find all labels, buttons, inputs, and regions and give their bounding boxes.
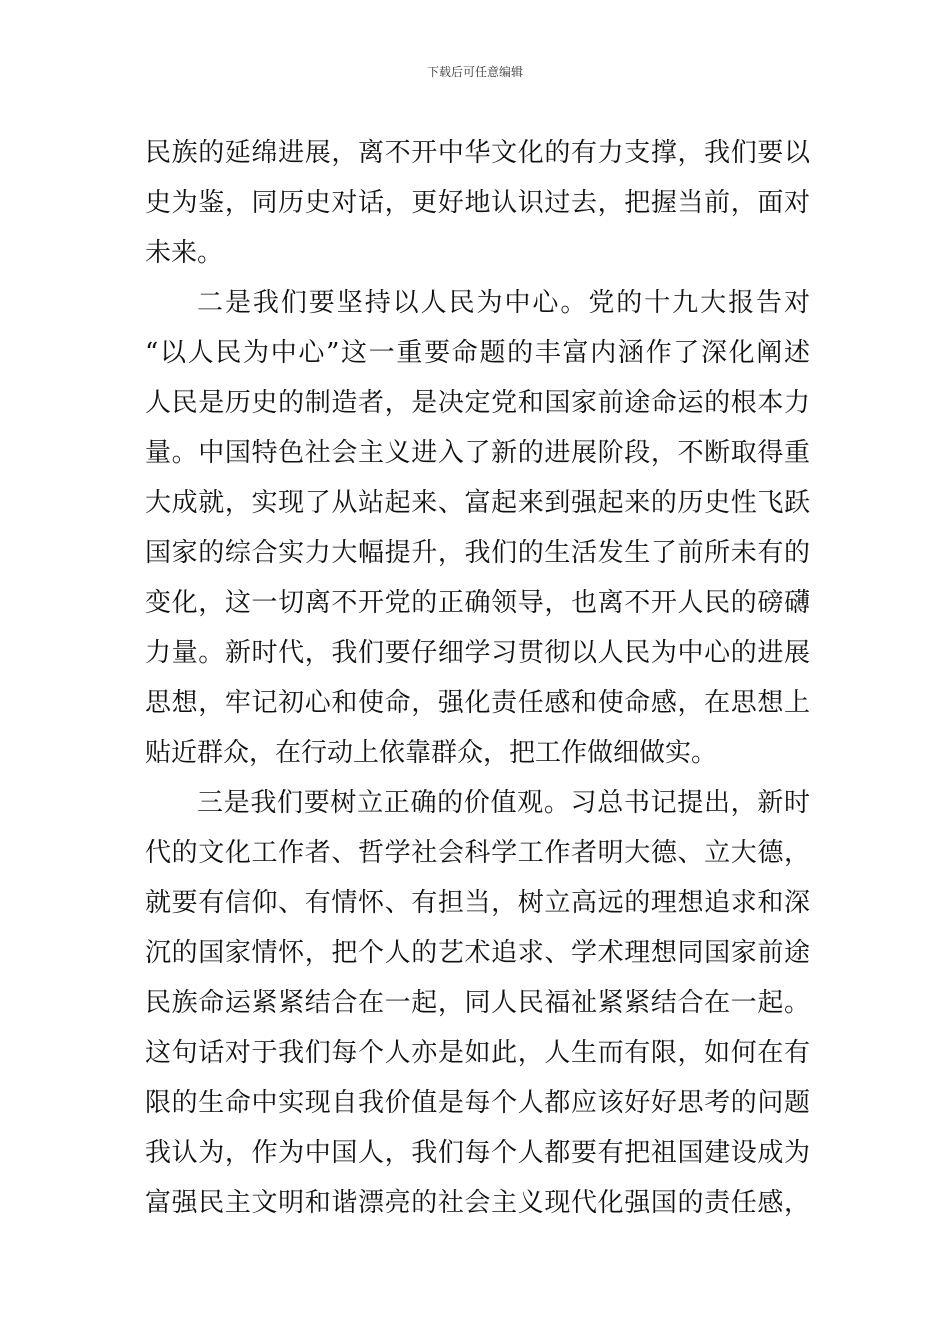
text-line: 民族命运紧紧结合在一起，同人民福祉紧紧结合在一起。 [145, 988, 810, 1018]
text-line: 沉的国家情怀，把个人的艺术追求、学术理想同国家前途 [145, 938, 810, 968]
text-line: “以人民为中心”这一重要命题的丰富内涵作了深化阐述 [145, 338, 810, 368]
text-line: 思想，牢记初心和使命，强化责任感和使命感，在思想上 [145, 688, 810, 718]
text-line: 人民是历史的制造者，是决定党和国家前途命运的根本力 [145, 388, 810, 418]
text-line: 未来。 [145, 238, 224, 268]
text-line: 我认为，作为中国人，我们每个人都要有把祖国建设成为 [145, 1138, 810, 1168]
text-line: 这句话对于我们每个人亦是如此，人生而有限，如何在有 [145, 1038, 810, 1068]
text-line: 就要有信仰、有情怀、有担当，树立高远的理想追求和深 [145, 888, 810, 918]
text-line: 国家的综合实力大幅提升，我们的生活发生了前所未有的 [145, 538, 810, 568]
text-line: 变化，这一切离不开党的正确领导，也离不开人民的磅礴 [145, 588, 810, 618]
text-line: 力量。新时代，我们要仔细学习贯彻以人民为中心的进展 [145, 638, 810, 668]
text-line: 大成就，实现了从站起来、富起来到强起来的历史性飞跃 [145, 488, 810, 518]
text-line: 民族的延绵进展，离不开中华文化的有力支撑，我们要以 [145, 138, 810, 168]
text-line: 代的文化工作者、哲学社会科学工作者明大德、立大德， [145, 838, 810, 868]
text-line: 史为鉴，同历史对话，更好地认识过去，把握当前，面对 [145, 188, 810, 218]
document-body [145, 128, 810, 1228]
text-line: 限的生命中实现自我价值是每个人都应该好好思考的问题 [145, 1088, 810, 1118]
paragraph-start-line: 二是我们要坚持以人民为中心。党的十九大报告对 [197, 288, 810, 318]
page-header-note: 下载后可任意编辑 [426, 65, 523, 79]
text-line: 量。中国特色社会主义进入了新的进展阶段，不断取得重 [145, 438, 810, 468]
text-line: 富强民主文明和谐漂亮的社会主义现代化强国的责任感， [145, 1188, 810, 1218]
text-line: 贴近群众，在行动上依靠群众，把工作做细做实。 [145, 738, 718, 768]
paragraph-start-line: 三是我们要树立正确的价值观。习总书记提出，新时 [197, 788, 810, 818]
